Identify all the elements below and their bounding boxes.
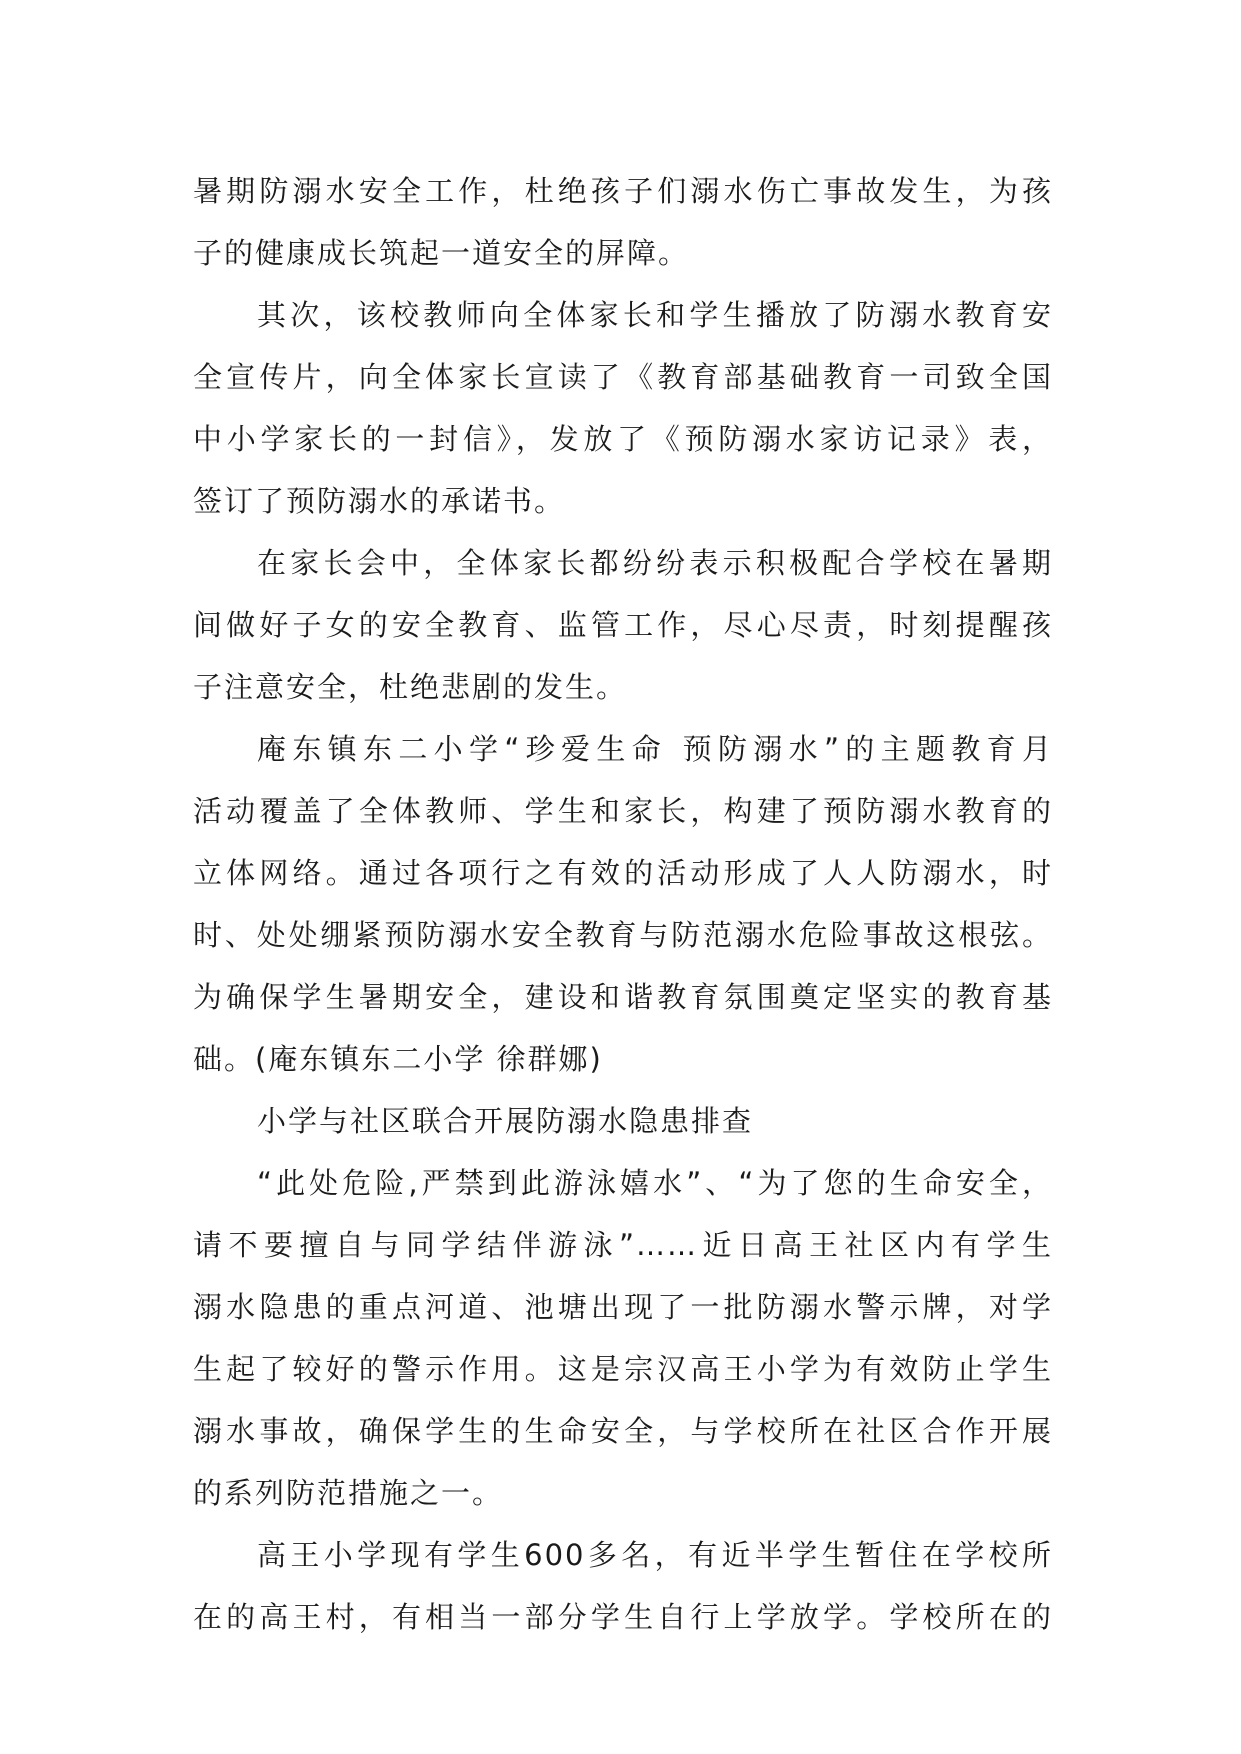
text-line: 生起了较好的警示作用。这是宗汉高王小学为有效防止学生 (193, 1352, 1053, 1386)
text-line: 溺水事故，确保学生的生命安全，与学校所在社区合作开展 (193, 1414, 1053, 1448)
text-line: 签订了预防溺水的承诺书。 (193, 484, 566, 518)
text-line: 中小学家长的一封信》，发放了《预防溺水家访记录》表， (193, 422, 1053, 456)
text-line: 请不要擅自与同学结伴游泳”……近日高王社区内有学生 (193, 1228, 1053, 1262)
text-line: 活动覆盖了全体教师、学生和家长，构建了预防溺水教育的 (193, 794, 1053, 828)
text-line: 其次，该校教师向全体家长和学生播放了防溺水教育安 (257, 298, 1053, 332)
text-line: 为确保学生暑期安全，建设和谐教育氛围奠定坚实的教育基 (193, 980, 1053, 1014)
text-line: “此处危险,严禁到此游泳嬉水”、“为了您的生命安全， (257, 1166, 1053, 1200)
text-line: 在家长会中，全体家长都纷纷表示积极配合学校在暑期 (257, 546, 1053, 580)
text-line: 子的健康成长筑起一道安全的屏障。 (193, 236, 690, 270)
text-line: 溺水隐患的重点河道、池塘出现了一批防溺水警示牌，对学 (193, 1290, 1053, 1324)
text-line: 础。(庵东镇东二小学 徐群娜) (193, 1042, 603, 1076)
text-line: 暑期防溺水安全工作，杜绝孩子们溺水伤亡事故发生，为孩 (193, 174, 1053, 208)
text-line: 在的高王村，有相当一部分学生自行上学放学。学校所在的 (193, 1600, 1053, 1634)
text-line: 立体网络。通过各项行之有效的活动形成了人人防溺水，时 (193, 856, 1053, 890)
document-body (193, 160, 1053, 1648)
text-line: 庵东镇东二小学“珍爱生命 预防溺水”的主题教育月 (257, 732, 1053, 766)
text-line: 全宣传片，向全体家长宣读了《教育部基础教育一司致全国 (193, 360, 1053, 394)
text-line: 子注意安全，杜绝悲剧的发生。 (193, 670, 628, 704)
text-line: 时、处处绷紧预防溺水安全教育与防范溺水危险事故这根弦。 (193, 918, 1053, 952)
text-line: 的系列防范措施之一。 (193, 1476, 504, 1510)
text-line: 高王小学现有学生600多名，有近半学生暂住在学校所 (257, 1538, 1053, 1572)
text-line: 间做好子女的安全教育、监管工作，尽心尽责，时刻提醒孩 (193, 608, 1053, 642)
text-line: 小学与社区联合开展防溺水隐患排查 (257, 1104, 754, 1138)
